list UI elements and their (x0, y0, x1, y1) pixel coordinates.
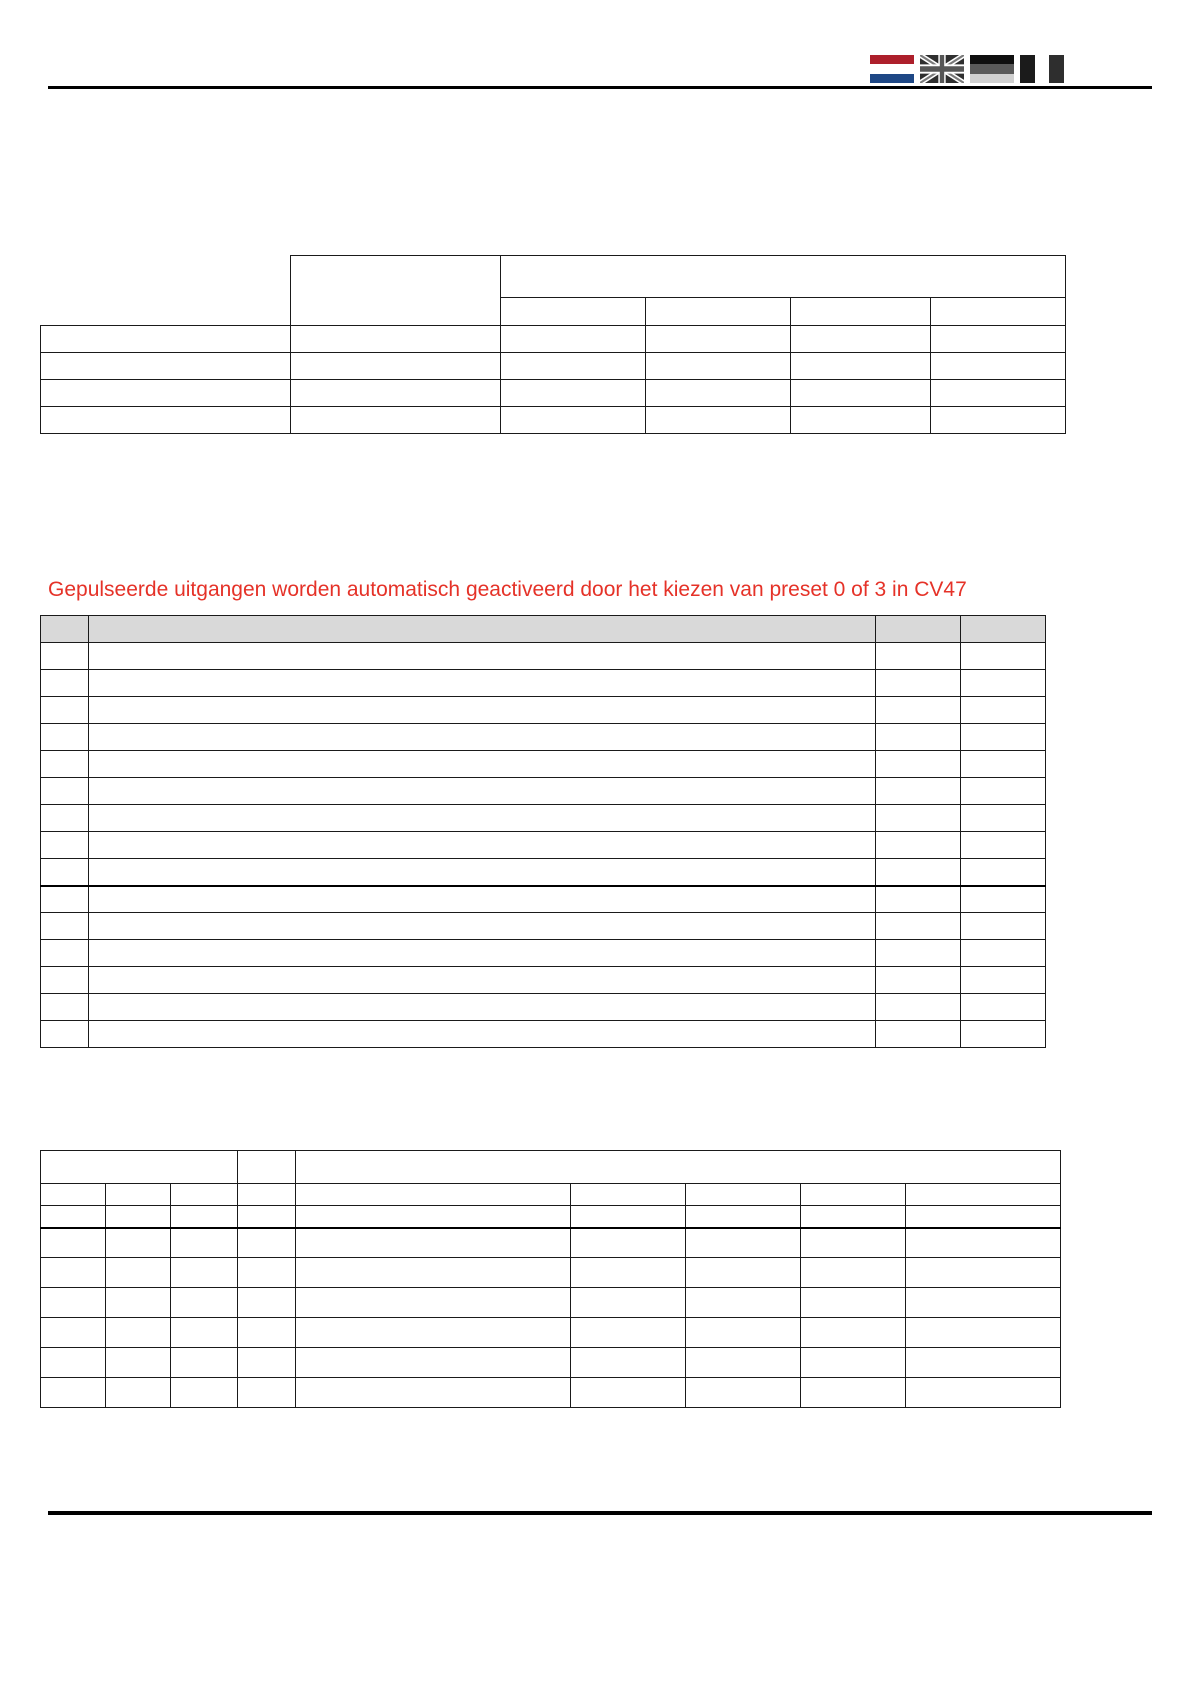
table-row (41, 967, 1046, 994)
cv-table (40, 615, 1046, 1048)
table-row (41, 380, 1066, 407)
flag-uk-icon (920, 55, 964, 83)
table-row (41, 751, 1046, 778)
table-row (41, 353, 1066, 380)
flag-nl-icon (870, 55, 914, 83)
table-row (41, 1288, 1061, 1318)
mapping-table (40, 1150, 1061, 1408)
table-row (41, 1258, 1061, 1288)
table-row (41, 994, 1046, 1021)
table-row (41, 778, 1046, 805)
table-row (41, 886, 1046, 913)
bottom-rule (48, 1511, 1152, 1515)
table-header-row (41, 298, 1066, 326)
table-row (41, 940, 1046, 967)
table-row (41, 670, 1046, 697)
table-row (41, 1228, 1061, 1258)
pulsed-outputs-notice: Gepulseerde uitgangen worden automatisch geactiveerd door het kiezen van preset 0 of 3 in CV47 (48, 578, 967, 601)
table-row (41, 859, 1046, 886)
table-row (41, 643, 1046, 670)
table-row (41, 407, 1066, 434)
flag-fr-icon (1020, 55, 1064, 83)
table-row (41, 1021, 1046, 1048)
table-row (41, 1378, 1061, 1408)
table-header-row (41, 1184, 1061, 1206)
table-row (41, 832, 1046, 859)
table-row (41, 326, 1066, 353)
top-rule (48, 86, 1152, 89)
flag-de-icon (970, 55, 1014, 83)
table-row (41, 1318, 1061, 1348)
preset-table (40, 255, 1066, 434)
table-row (41, 913, 1046, 940)
table-header-row (41, 256, 1066, 298)
table-header-row (41, 616, 1046, 643)
table-row (41, 724, 1046, 751)
table-row (41, 1348, 1061, 1378)
table-row (41, 1206, 1061, 1228)
table-row (41, 697, 1046, 724)
language-flags (870, 55, 1064, 83)
table-header-row (41, 1151, 1061, 1184)
table-row (41, 805, 1046, 832)
